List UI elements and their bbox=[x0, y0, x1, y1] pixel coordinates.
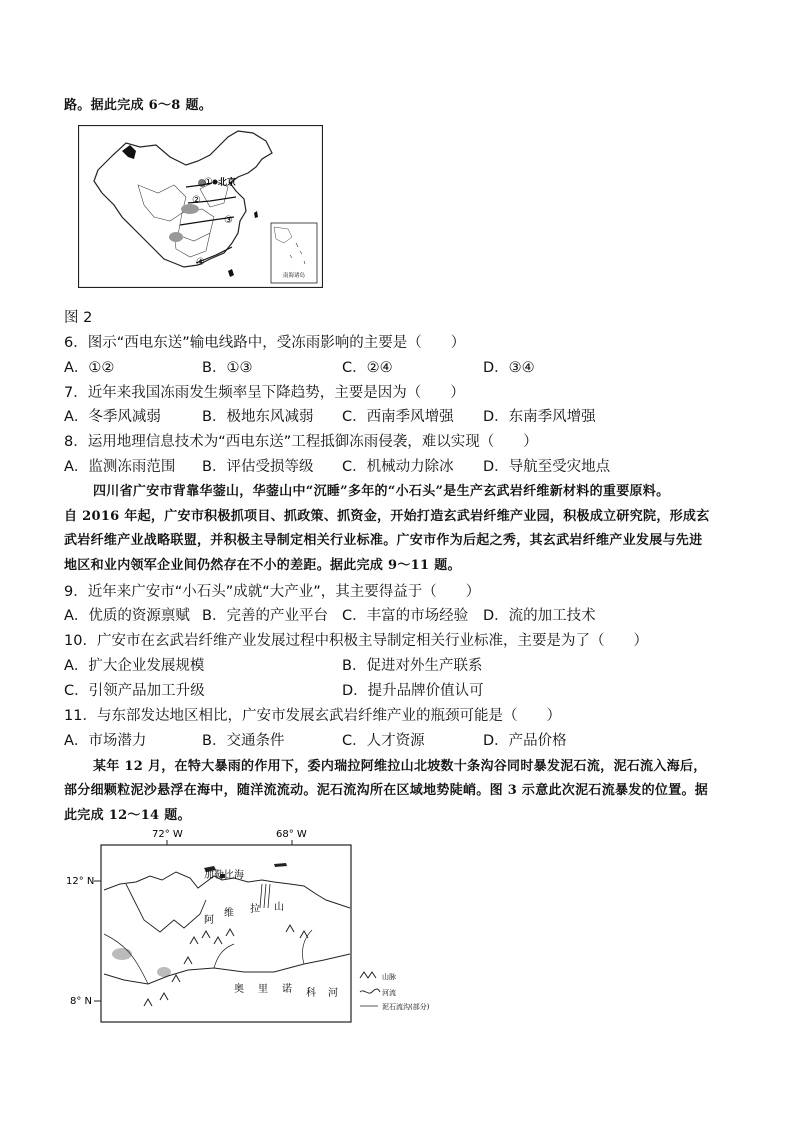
q11-option-a: A．市场潜力 bbox=[64, 733, 147, 749]
q11-stem: 11．与东部发达地区相比，广安市发展玄武岩纤维产业的瓶颈可能是（ ） bbox=[64, 708, 561, 724]
river-char-5: 河 bbox=[328, 988, 338, 999]
passage2-line-2: 自 2016 年起，广安市积极抓项目、抓政策、抓资金，开始打造玄武岩纤维产业园，积极成立研究院，形成玄 bbox=[64, 509, 710, 524]
mountain-char-4: 山 bbox=[274, 902, 284, 913]
q8-stem: 8．运用地理信息技术为“西电东送”工程抵御冻雨侵袭，难以实现（ ） bbox=[64, 434, 538, 450]
beijing-label: 北京 bbox=[218, 178, 237, 188]
lon-label-68w: 68° W bbox=[276, 829, 307, 840]
mountain-char-2: 维 bbox=[224, 908, 234, 919]
figure-3-map bbox=[64, 824, 464, 1024]
q8-option-b: B．评估受损等级 bbox=[202, 459, 314, 475]
route-label-4: ④ bbox=[196, 257, 205, 268]
q7-option-c: C．西南季风增强 bbox=[342, 409, 454, 425]
q9-stem: 9．近年来广安市“小石头”成就“大产业”，其主要得益于（ ） bbox=[64, 584, 481, 600]
q10-option-a: A．扩大企业发展规模 bbox=[64, 658, 205, 674]
passage3-line-3: 此完成 12～14 题。 bbox=[64, 808, 191, 823]
q10-stem: 10．广安市在玄武岩纤维产业发展过程中积极主导制定相关行业标准，主要是为了（ ） bbox=[64, 633, 648, 649]
q6-option-c: C．②④ bbox=[342, 360, 393, 376]
passage3-line-1: 某年 12 月，在特大暴雨的作用下，委内瑞拉阿维拉山北坡数十条沟谷同时暴发泥石流，泥石流入海后， bbox=[93, 759, 707, 774]
q8-option-d: D．导航至受灾地点 bbox=[483, 459, 611, 475]
lat-label-8n: 8° N bbox=[70, 996, 93, 1007]
q10-option-b: B．促进对外生产联系 bbox=[342, 658, 483, 674]
passage3-line-2: 部分细颗粒泥沙悬浮在海中，随洋流流动。泥石流沟所在区域地势陡峭。图 3 示意此次泥石流暴发的位置。据 bbox=[64, 783, 709, 798]
route-label-2: ② bbox=[192, 195, 201, 206]
beijing-marker bbox=[213, 180, 218, 185]
mountain-char-3: 拉 bbox=[250, 904, 260, 915]
passage2-line-1: 四川省广安市背靠华蓥山，华蓥山中“沉睡”多年的“小石头”是生产玄武岩纤维新材料的重要原料。 bbox=[93, 484, 670, 499]
q11-option-b: B．交通条件 bbox=[202, 733, 285, 749]
q6-option-b: B．①③ bbox=[202, 360, 253, 376]
q10-option-c: C．引领产品加工升级 bbox=[64, 683, 205, 699]
q8-option-a: A．监测冻雨范围 bbox=[64, 459, 176, 475]
q11-option-d: D．产品价格 bbox=[483, 733, 567, 749]
q10-option-d: D．提升品牌价值认可 bbox=[342, 683, 484, 699]
legend-mudflow: 泥石流沟(部分) bbox=[382, 1003, 430, 1011]
q9-option-d: D．流的加工技术 bbox=[483, 608, 596, 624]
q8-option-c: C．机械动力除冰 bbox=[342, 459, 454, 475]
q9-option-b: B．完善的产业平台 bbox=[202, 608, 328, 624]
mountain-char-1: 阿 bbox=[204, 915, 214, 926]
q7-option-a: A．冬季风减弱 bbox=[64, 409, 161, 425]
q7-option-d: D．东南季风增强 bbox=[483, 409, 596, 425]
q6-option-a: A．①② bbox=[64, 360, 115, 376]
passage2-line-4: 地区和业内领军企业间仍然存在不小的差距。据此完成 9～11 题。 bbox=[64, 558, 461, 573]
legend bbox=[360, 972, 430, 1011]
lon-label-72w: 72° W bbox=[152, 829, 183, 840]
inset-label: 南海诸岛 bbox=[282, 273, 306, 279]
q6-option-d: D．③④ bbox=[483, 360, 535, 376]
figure-2-caption: 图 2 bbox=[64, 310, 93, 326]
intro-tail: 路。据此完成 6～8 题。 bbox=[64, 98, 213, 113]
lat-label-12n: 12° N bbox=[66, 876, 95, 887]
figure-2-map bbox=[78, 125, 323, 288]
legend-mountain: 山脉 bbox=[382, 973, 396, 981]
route-label-1: ① bbox=[204, 177, 213, 188]
q7-stem: 7．近年来我国冻雨发生频率呈下降趋势，主要是因为（ ） bbox=[64, 385, 465, 401]
sea-label: 加勒比海 bbox=[204, 870, 244, 881]
river-char-3: 诺 bbox=[282, 984, 292, 995]
q9-option-a: A．优质的资源禀赋 bbox=[64, 608, 190, 624]
q7-option-b: B．极地东风减弱 bbox=[202, 409, 314, 425]
q11-option-c: C．人才资源 bbox=[342, 733, 425, 749]
q6-stem: 6．图示“西电东送”输电线路中，受冻雨影响的主要是（ ） bbox=[64, 335, 466, 351]
legend-river: 河流 bbox=[382, 989, 396, 997]
route-label-3: ③ bbox=[224, 215, 233, 226]
river-char-4: 科 bbox=[306, 988, 316, 999]
passage2-line-3: 武岩纤维产业战略联盟，并积极主导制定相关行业标准。广安市作为后起之秀，其玄武岩纤维产业发展与先进 bbox=[64, 533, 703, 548]
river-char-2: 里 bbox=[258, 984, 268, 995]
river-char-1: 奥 bbox=[234, 984, 244, 995]
q9-option-c: C．丰富的市场经验 bbox=[342, 608, 469, 624]
